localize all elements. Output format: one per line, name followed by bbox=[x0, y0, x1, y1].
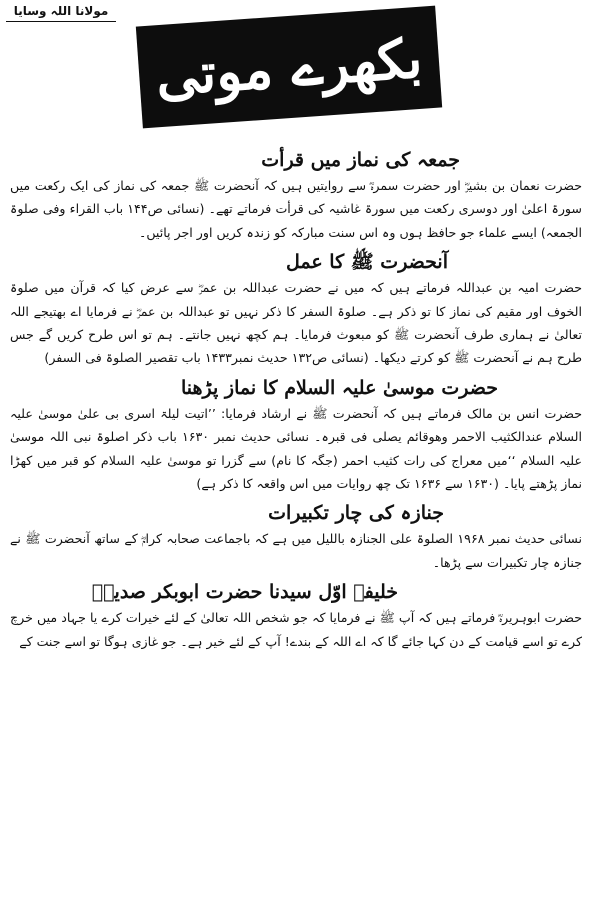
section-heading: خلیفہ اوّل سیدنا حضرت ابوبکر صدیقؓ bbox=[91, 581, 398, 604]
section-heading: جمعہ کی نماز میں قرأت bbox=[261, 149, 460, 171]
section-heading: جنازہ کی چار تکبیرات bbox=[268, 502, 444, 525]
section-heading: حضرت موسیٰ علیہ السلام کا نماز پڑھنا bbox=[180, 376, 498, 399]
author-byline: مولانا اللہ وسایا bbox=[6, 4, 116, 22]
section-heading: آنحضرت ﷺ کا عمل bbox=[285, 251, 448, 274]
section-paragraph: حضرت انس بن مالک فرماتے ہیں کہ آنحضرت ﷺ نے ارشاد فرمایا: ’’اتیت لیلۃ اسری بی علیٰ موسیٰ علیہ السلام عندالکثیب الاحمر وھوقائم یصلی فی قبرہ۔ نسائی حدیث نمبر ۱۶۳۰ باب ذکر اصلوۃ نبی اللہ موسیٰ علیہ السلام ‘‘میں معراج کی رات کثیب احمر (جگہ کا نام) سے گزرا تو موسیٰ علیہ السلام کو قبر میں کھڑا نماز پڑھتے پایا۔ (۱۶۳۰ سے ۱۶۳۶ تک چھ روایات میں اس واقعہ کا ذکر ہے) bbox=[10, 405, 582, 492]
banner-title: بکھرے موتی bbox=[153, 25, 425, 109]
title-banner bbox=[136, 6, 442, 129]
section-paragraph: حضرت امیہ بن عبداللہ فرماتے ہیں کہ میں نے حضرت عبداللہ بن عمرؓ سے عرض کیا کہ قرآن میں صلوۃ الخوف اور مقیم کی نماز کا تو ذکر ہے۔ صلوۃ السفر کا ذکر نہیں تو عبداللہ بن عمرؓ نے فرمایا اے بھتیجے اللہ تعالیٰ نے ہماری طرف آنحضرت ﷺ کو مبعوث فرمایا۔ ہم کچھ نہیں جانتے۔ ہم تو اس طرح کریں گے جس طرح ہم نے آنحضرت ﷺ کو کرتے دیکھا۔ (نسائی ص۱۳۲ حدیث نمبر۱۴۳۳ باب تقصیر الصلوۃ فی السفر) bbox=[10, 280, 582, 366]
section-paragraph: نسائی حدیث نمبر ۱۹۶۸ الصلوۃ علی الجنازہ باللیل میں ہے کہ باجماعت صحابہ کرامؓ کے ساتھ آنحضرت ﷺ نے جنازہ چار تکبیرات سے پڑھا۔ bbox=[10, 531, 583, 570]
article-body bbox=[10, 146, 582, 657]
section-paragraph: حضرت نعمان بن بشیرؓ اور حضرت سمرہؓ سے روایتیں ہیں کہ آنحضرت ﷺ جمعہ کی نماز کی ایک رکعت میں سورۃ اعلیٰ اور دوسری رکعت میں سورۃ غاشیہ کی قرأت فرماتے تھے۔ (نسائی ص۱۴۴ باب القراء وفی صلوۃ الجمعہ) ایسے علماء جو حافظ ہوں وہ اس سنت مبارکہ کو زندہ کریں اور اجر پائیں۔ bbox=[10, 178, 582, 240]
section-paragraph: حضرت ابوہریرہؓ فرماتے ہیں کہ آپ ﷺ نے فرمایا کہ جو شخص اللہ تعالیٰ کے لئے خیرات کرے یا جہاد میں خرچ کرے تو اسے قیامت کے دن کہا جائے گا کہ اے اللہ کے بندے! آپ کے لئے خیر ہے۔ جو غازی ہوگا تو اسے جنت کے bbox=[10, 610, 582, 649]
